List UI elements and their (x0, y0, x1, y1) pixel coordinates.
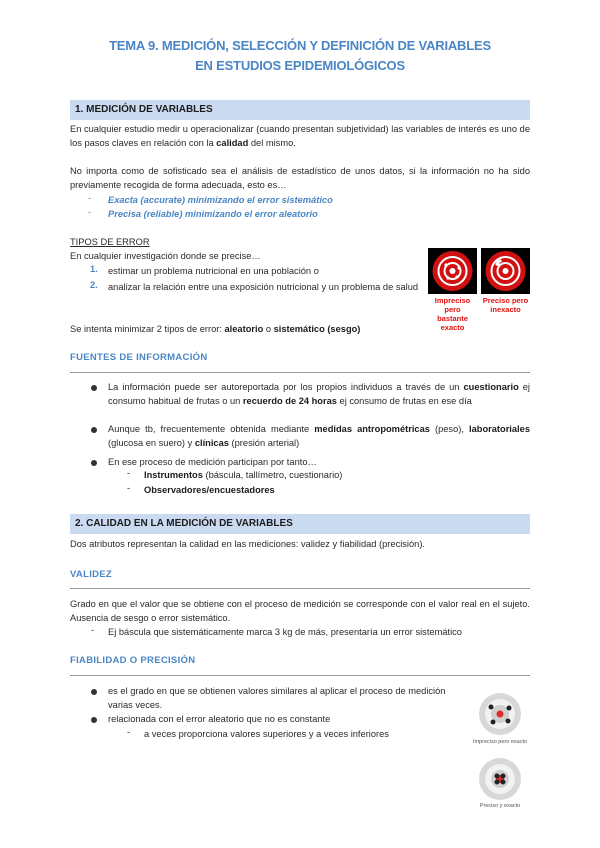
hit-mark (501, 780, 506, 785)
target-center (497, 711, 504, 718)
target-impreciso-icon (476, 690, 524, 738)
list-number: 2. (90, 280, 98, 290)
targets-image (428, 248, 530, 294)
validez-example: Ej báscula que sistemáticamente marca 3 kg de más, presentaría un error sistemático (108, 627, 462, 637)
fiabilidad-dash-1: a veces proporciona valores superiores y a veces inferiores (144, 729, 389, 739)
dash-marker: - (88, 193, 92, 203)
dash-marker: - (127, 468, 131, 478)
bullet (91, 717, 97, 723)
validez-heading: VALIDEZ (70, 569, 113, 580)
hit-mark (507, 706, 512, 711)
bullet (91, 460, 97, 466)
page-title-line1: TEMA 9. MEDICIÓN, SELECCIÓN Y DEFINICIÓN DE VARIABLES (109, 38, 491, 53)
caption-impreciso: Impreciso pero bastante exacto (434, 296, 471, 332)
dash-marker: - (88, 207, 92, 217)
tipos-item-2: analizar la relación entre una exposición nutricional y un problema de salud (108, 282, 419, 292)
divider (70, 588, 530, 589)
hit-mark (446, 276, 449, 279)
bullet (91, 689, 97, 695)
divider (70, 675, 530, 676)
hit-mark (495, 780, 500, 785)
hit-mark (506, 719, 511, 724)
bullet (91, 427, 97, 433)
dash-marker: - (91, 625, 95, 635)
page-title-line2: EN ESTUDIOS EPIDEMIOLÓGICOS (195, 58, 405, 73)
target-center (503, 268, 509, 274)
s1-paragraph-1: En cualquier estudio medir u operacionalizar (cuando presentan subjetividad) las variables de interés es uno de los pasos claves en relación con la calidad del mismo. (70, 124, 530, 148)
observadores-item: Observadores/encuestadores (144, 485, 275, 495)
bullet (91, 385, 97, 391)
caption-preciso-exacto: Preciso y exacto (479, 803, 521, 809)
section-1-heading: 1. MEDICIÓN DE VARIABLES (70, 100, 530, 120)
s1-paragraph-2: No importa como de sofisticado sea el análisis de estadístico de unos datos, si la información no ha sido previamente recogida de forma adecuada, esto es… (70, 166, 530, 190)
hit-mark (498, 259, 501, 262)
hit-mark (491, 720, 496, 725)
list-number: 1. (90, 264, 98, 274)
precisa-item: Precisa (reliable) minimizando el error aleatorio (108, 209, 318, 219)
hit-mark (444, 263, 447, 266)
hit-mark (501, 774, 506, 779)
exacta-item: Exacta (accurate) minimizando el error sistemático (108, 195, 333, 205)
caption-impreciso-exacto: Impreciso pero exacto (472, 739, 528, 745)
tipos-error-heading: TIPOS DE ERROR (70, 237, 150, 247)
fiabilidad-bullet-2: relacionada con el error aleatorio que no es constante (108, 714, 331, 724)
s2-intro: Dos atributos representan la calidad en las mediciones: validez y fiabilidad (precisión). (70, 539, 426, 549)
hit-mark (457, 266, 460, 269)
divider (70, 372, 530, 373)
fiabilidad-heading: FIABILIDAD O PRECISIÓN (70, 655, 196, 666)
hit-mark (495, 774, 500, 779)
fuentes-bullet-1: La información puede ser autoreportada por los propios individuos a través de un cuestionario ej consumo habitual de frutas o un recuerdo de 24 horas ej consumo de frutas en ese día (108, 382, 530, 406)
fuentes-bullet-2: Aunque tb, frecuentemente obtenida mediante medidas antropométricas (peso), laboratoriales (glucosa en suero) y clínicas (presión arterial) (108, 424, 530, 448)
hit-mark (497, 263, 500, 266)
hit-mark (489, 705, 494, 710)
fuentes-heading: FUENTES DE INFORMACIÓN (70, 352, 208, 363)
instrumentos-item: Instrumentos (báscula, tallímetro, cuestionario) (144, 470, 343, 480)
dash-marker: - (127, 727, 131, 737)
target-center (450, 268, 456, 274)
tipos-item-1: estimar un problema nutricional en una población o (108, 266, 319, 276)
dash-marker: - (127, 483, 131, 493)
tipos-intro: En cualquier investigación donde se precise… (70, 251, 261, 261)
target-preciso-icon (476, 755, 524, 803)
fuentes-bullet-3: En ese proceso de medición participan por tanto… (108, 457, 317, 467)
caption-preciso: Preciso pero inexacto (482, 296, 529, 314)
section-2-heading: 2. CALIDAD EN LA MEDICIÓN DE VARIABLES (70, 514, 530, 534)
hit-mark (455, 275, 458, 278)
validez-paragraph: Grado en que el valor que se obtiene con el proceso de medición se corresponde con el valor real en el sujeto. Ausencia de sesgo o error sistemático. (70, 599, 530, 623)
fiabilidad-bullet-1: es el grado en que se obtienen valores similares al aplicar el proceso de medición varias veces. (108, 686, 446, 710)
minimize-sentence: Se intenta minimizar 2 tipos de error: aleatorio o sistemático (sesgo) (70, 324, 361, 334)
